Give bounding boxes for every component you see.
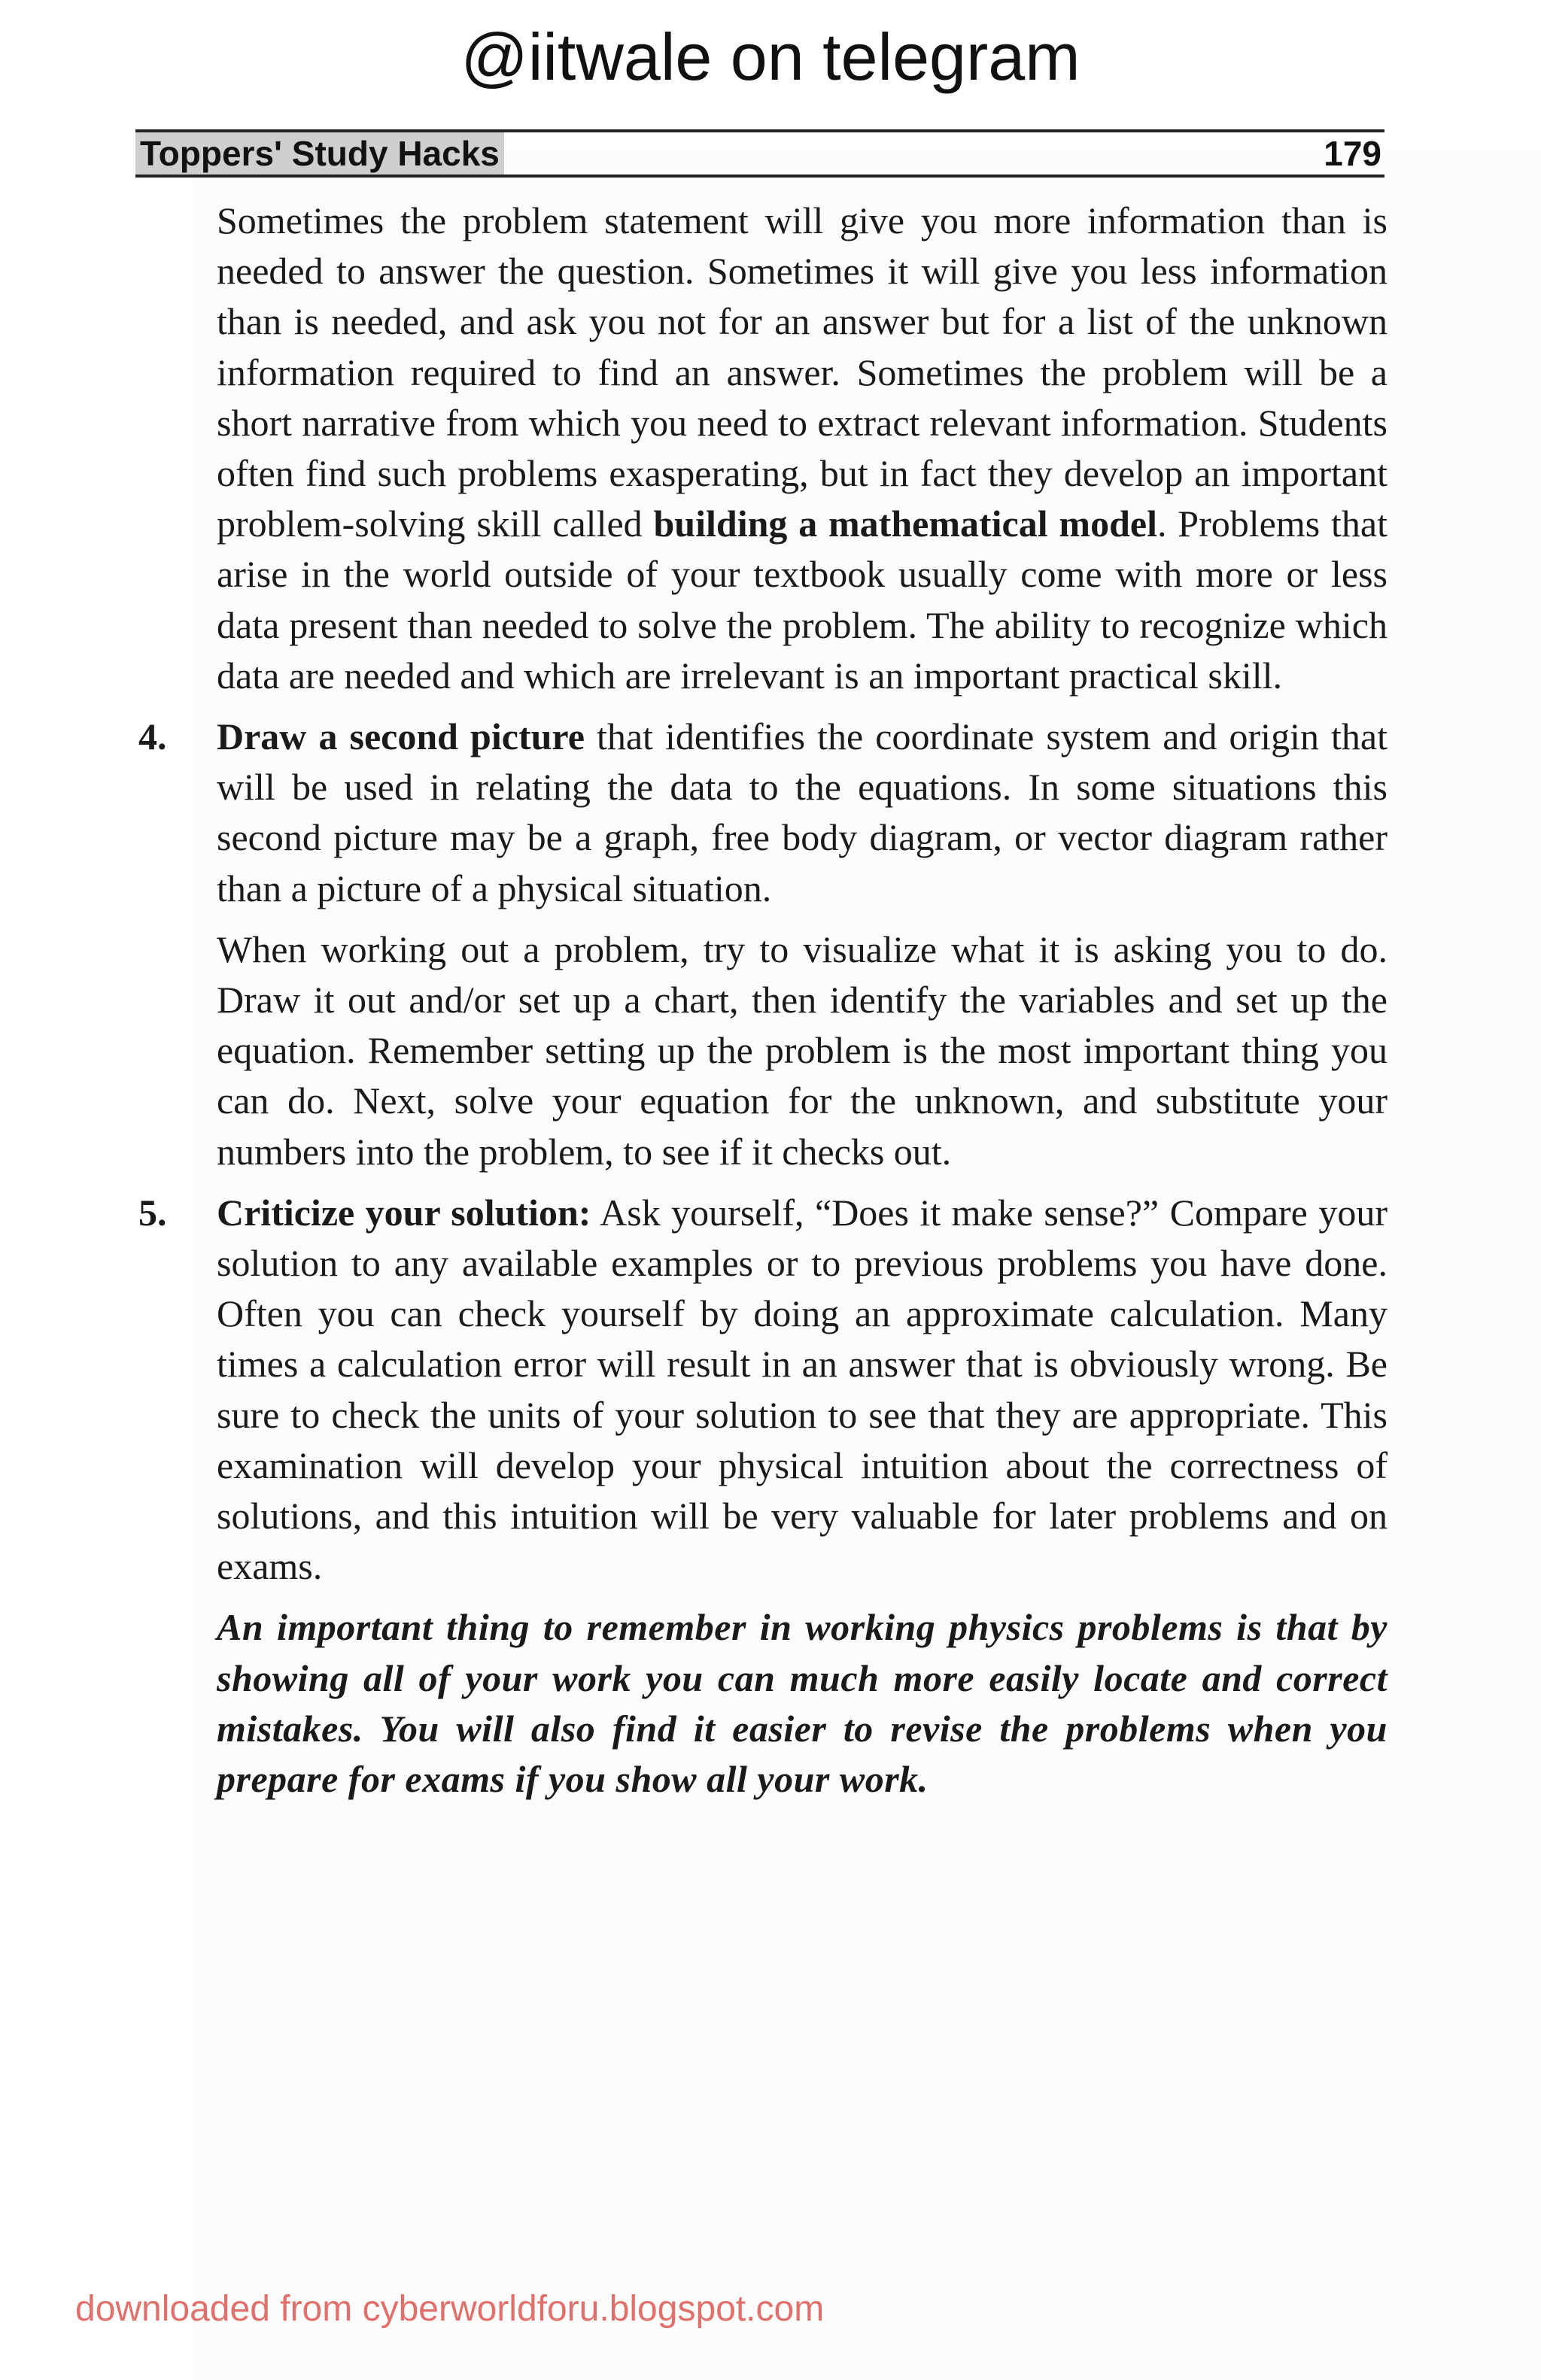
header-book-title: Toppers' Study Hacks	[135, 132, 504, 175]
list-item-heading: Draw a second picture	[217, 715, 585, 758]
list-number: 4.	[138, 715, 167, 758]
emphasis-paragraph: An important thing to remember in working physics problems is that by showing all of your work you can much more easily locate and correct mistakes. You will also find it easier to revise the problems when you prepare for exams if you show all your work.	[217, 1606, 1388, 1801]
list-number: 5.	[138, 1191, 167, 1234]
list-item-5	[138, 1188, 1388, 1592]
source-link[interactable]: downloaded from cyberworldforu.blogspot.com	[75, 2289, 825, 2329]
list-item-text: Ask yourself, “Does it make sense?” Compare your solution to any available examples or to previous problems you have done. Often you can check yourself by doing an approximate calculation. Many times a calculation error will result in an answer that is obviously wrong. Be sure to check the units of your solution to see that they are appropriate. This examination will develop your physical intuition about the correctness of solutions, and this intuition will be very valuable for later problems and on exams.	[217, 1191, 1388, 1588]
list-item-heading: Criticize your solution:	[217, 1191, 591, 1234]
paragraph-visualize: When working out a problem, try to visualize what it is asking you to do. Draw it out and/or set up a chart, then identify the variables and set up the equation. Remember setting up the problem is the most important thing you can do. Next, solve your equation for the unknown, and substitute your numbers into the problem, to see if it checks out.	[217, 927, 1388, 1173]
telegram-watermark: @iitwale on telegram	[460, 20, 1081, 94]
paragraph-model-building	[217, 196, 1388, 701]
running-header	[135, 129, 1384, 178]
body-text	[138, 196, 1388, 1815]
key-term: building a mathematical model	[653, 502, 1157, 545]
list-item-text: that identifies the coordinate system and origin that will be used in relating the data to the equations. In some situations this second picture may be a graph, free body diagram, or vector diagram rather than a picture of a physical situation.	[217, 715, 1388, 909]
paragraph-text: . Problems that arise in the world outside of your textbook usually come with more or less data present than needed to solve the problem. The ability to recognize which data are needed and which are irrelevant is an important practical skill.	[217, 502, 1388, 697]
page-number: 179	[1324, 134, 1381, 173]
paragraph-text: Sometimes the problem statement will give you more information than is needed to answer the question. Sometimes it will give you less information than is needed, and ask you not for an answer but for a list of the unknown information required to find an answer. Sometimes the problem will be a short narrative from which you need to extract relevant information. Students often find such problems exasperating, but in fact they develop an important problem-solving skill called	[217, 199, 1388, 545]
list-item-4	[138, 712, 1388, 914]
